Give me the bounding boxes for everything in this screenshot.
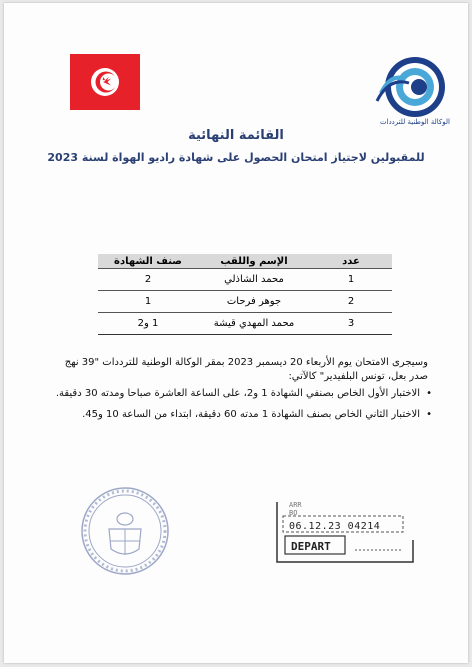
- stamp-line-2: BO: [289, 509, 298, 517]
- document-subtitle: للمقبولين لاجتياز امتحان الحصول على شهادة راديو الهواة لسنة 2023: [47, 151, 425, 164]
- bullet-icon: •: [426, 388, 432, 399]
- header-num: عدد: [310, 254, 392, 269]
- candidates-table: [98, 254, 392, 335]
- document-title: القائمة النهائية: [188, 128, 284, 143]
- agency-logo-icon: [375, 53, 447, 125]
- table-row: [98, 291, 392, 313]
- row-num: 2: [310, 291, 392, 313]
- header-name: الإسم واللقب: [198, 254, 310, 269]
- table-row: [98, 313, 392, 335]
- list-item-text: الاختبار الثاني الخاص بصنف الشهادة 1 مدته 60 دقيقة، ابتداء من الساعة 10 و45.: [82, 409, 420, 420]
- row-grade: 1: [98, 291, 198, 313]
- row-name: محمد المهدي قيشة: [198, 313, 310, 335]
- row-num: 3: [310, 313, 392, 335]
- agency-name: الوكالة الوطنية للترددات: [380, 118, 450, 126]
- table-header-row: [98, 254, 392, 269]
- exam-intro-paragraph: وسيجرى الامتحان يوم الأربعاء 20 ديسمبر 2023 بمقر الوكالة الوطنية للترددات "39 نهج صدر بعل، تونس البلفيدير" كالآتي:: [64, 357, 428, 382]
- header-grade: صنف الشهادة: [98, 254, 198, 269]
- stamp-date: 06.12.23 04214: [289, 521, 381, 532]
- stamp-line-1: ARR: [289, 501, 302, 509]
- table-row: [98, 269, 392, 291]
- list-item: [40, 408, 434, 422]
- bullet-icon: •: [426, 409, 432, 420]
- exam-schedule-list: [40, 387, 434, 429]
- stamp-depart: DEPART: [291, 540, 331, 553]
- row-grade: 1 و2: [98, 313, 198, 335]
- official-seal-icon: [79, 485, 171, 577]
- list-item: [40, 387, 434, 401]
- row-grade: 2: [98, 269, 198, 291]
- tunisia-flag: [70, 54, 140, 110]
- row-num: 1: [310, 269, 392, 291]
- row-name: جوهر فرحات: [198, 291, 310, 313]
- stamp-header: [289, 501, 302, 517]
- row-name: محمد الشاذلي: [198, 269, 310, 291]
- list-item-text: الاختبار الأول الخاص بصنفي الشهادة 1 و2، على الساعة العاشرة صباحا ومدته 30 دقيقة.: [55, 388, 420, 399]
